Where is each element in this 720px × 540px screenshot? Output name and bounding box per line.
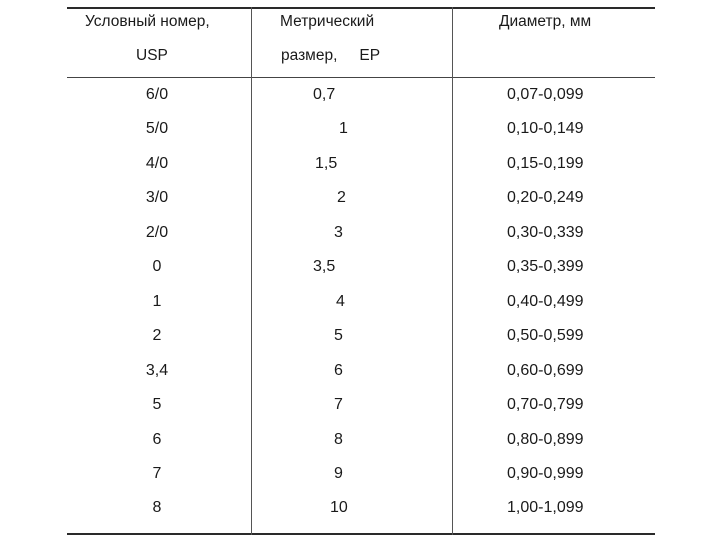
table-row	[67, 354, 655, 389]
cell-usp: 7	[152, 464, 162, 482]
cell-ep: 4	[336, 292, 345, 310]
cell-diameter: 0,10-0,149	[507, 120, 584, 138]
cell-diameter: 0,07-0,099	[507, 86, 584, 103]
cell-usp: 3,4	[145, 361, 169, 379]
cell-diameter: 0,80-0,899	[507, 430, 584, 448]
cell-ep: 8	[334, 430, 343, 448]
cell-diameter: 0,40-0,499	[507, 292, 584, 310]
table-row	[67, 181, 655, 216]
cell-usp: 4/0	[145, 154, 169, 172]
table-row	[67, 423, 655, 458]
cell-usp: 1	[152, 292, 162, 310]
header-diameter: Диаметр, мм	[499, 13, 592, 30]
cell-diameter: 0,15-0,199	[507, 154, 584, 172]
header-metric	[280, 5, 380, 73]
cell-diameter: 0,90-0,999	[507, 464, 584, 482]
cell-usp: 8	[152, 499, 162, 517]
table-row	[67, 112, 655, 147]
cell-ep: 7	[334, 396, 343, 414]
cell-ep: 1	[339, 120, 348, 138]
cell-diameter: 0,30-0,339	[507, 223, 584, 241]
table-bottom-border	[67, 533, 655, 535]
cell-ep: 9	[334, 464, 343, 482]
header-metric-line1: Метрический	[280, 13, 375, 30]
table-row	[67, 388, 655, 423]
cell-usp: 6/0	[145, 86, 169, 103]
cell-diameter: 0,70-0,799	[507, 396, 584, 414]
cell-ep: 1,5	[315, 154, 338, 172]
table-row	[67, 216, 655, 251]
suture-size-table	[67, 7, 655, 535]
table-row	[67, 491, 655, 526]
cell-usp: 6	[152, 430, 162, 448]
table-row	[67, 147, 655, 182]
table-row	[67, 78, 655, 113]
cell-usp: 3/0	[145, 189, 169, 207]
cell-diameter: 1,00-1,099	[507, 499, 584, 517]
cell-ep: 2	[337, 189, 346, 207]
cell-usp: 2	[152, 327, 162, 345]
header-metric-size: размер,	[281, 47, 338, 64]
cell-ep: 3,5	[313, 258, 336, 276]
cell-diameter: 0,35-0,399	[507, 258, 584, 276]
cell-ep: 5	[334, 327, 343, 345]
cell-diameter: 0,50-0,599	[507, 327, 584, 345]
cell-usp: 5/0	[145, 120, 169, 138]
cell-diameter: 0,20-0,249	[507, 189, 584, 207]
header-usp-line1: Условный номер,	[85, 13, 210, 30]
table-row	[67, 457, 655, 492]
header-usp-line2: USP	[136, 47, 168, 64]
cell-ep: 6	[334, 361, 343, 379]
table-row	[67, 250, 655, 285]
table-row	[67, 285, 655, 320]
cell-ep: 0,7	[313, 86, 336, 103]
header-usp	[85, 5, 245, 73]
cell-usp: 5	[152, 396, 162, 414]
cell-ep: 3	[334, 223, 343, 241]
header-metric-ep: EP	[359, 47, 381, 64]
header-metric-line2	[280, 39, 380, 73]
table-row	[67, 319, 655, 354]
cell-usp: 2/0	[145, 223, 169, 241]
cell-ep: 10	[330, 499, 348, 517]
cell-usp: 0	[152, 258, 162, 276]
cell-diameter: 0,60-0,699	[507, 361, 584, 379]
